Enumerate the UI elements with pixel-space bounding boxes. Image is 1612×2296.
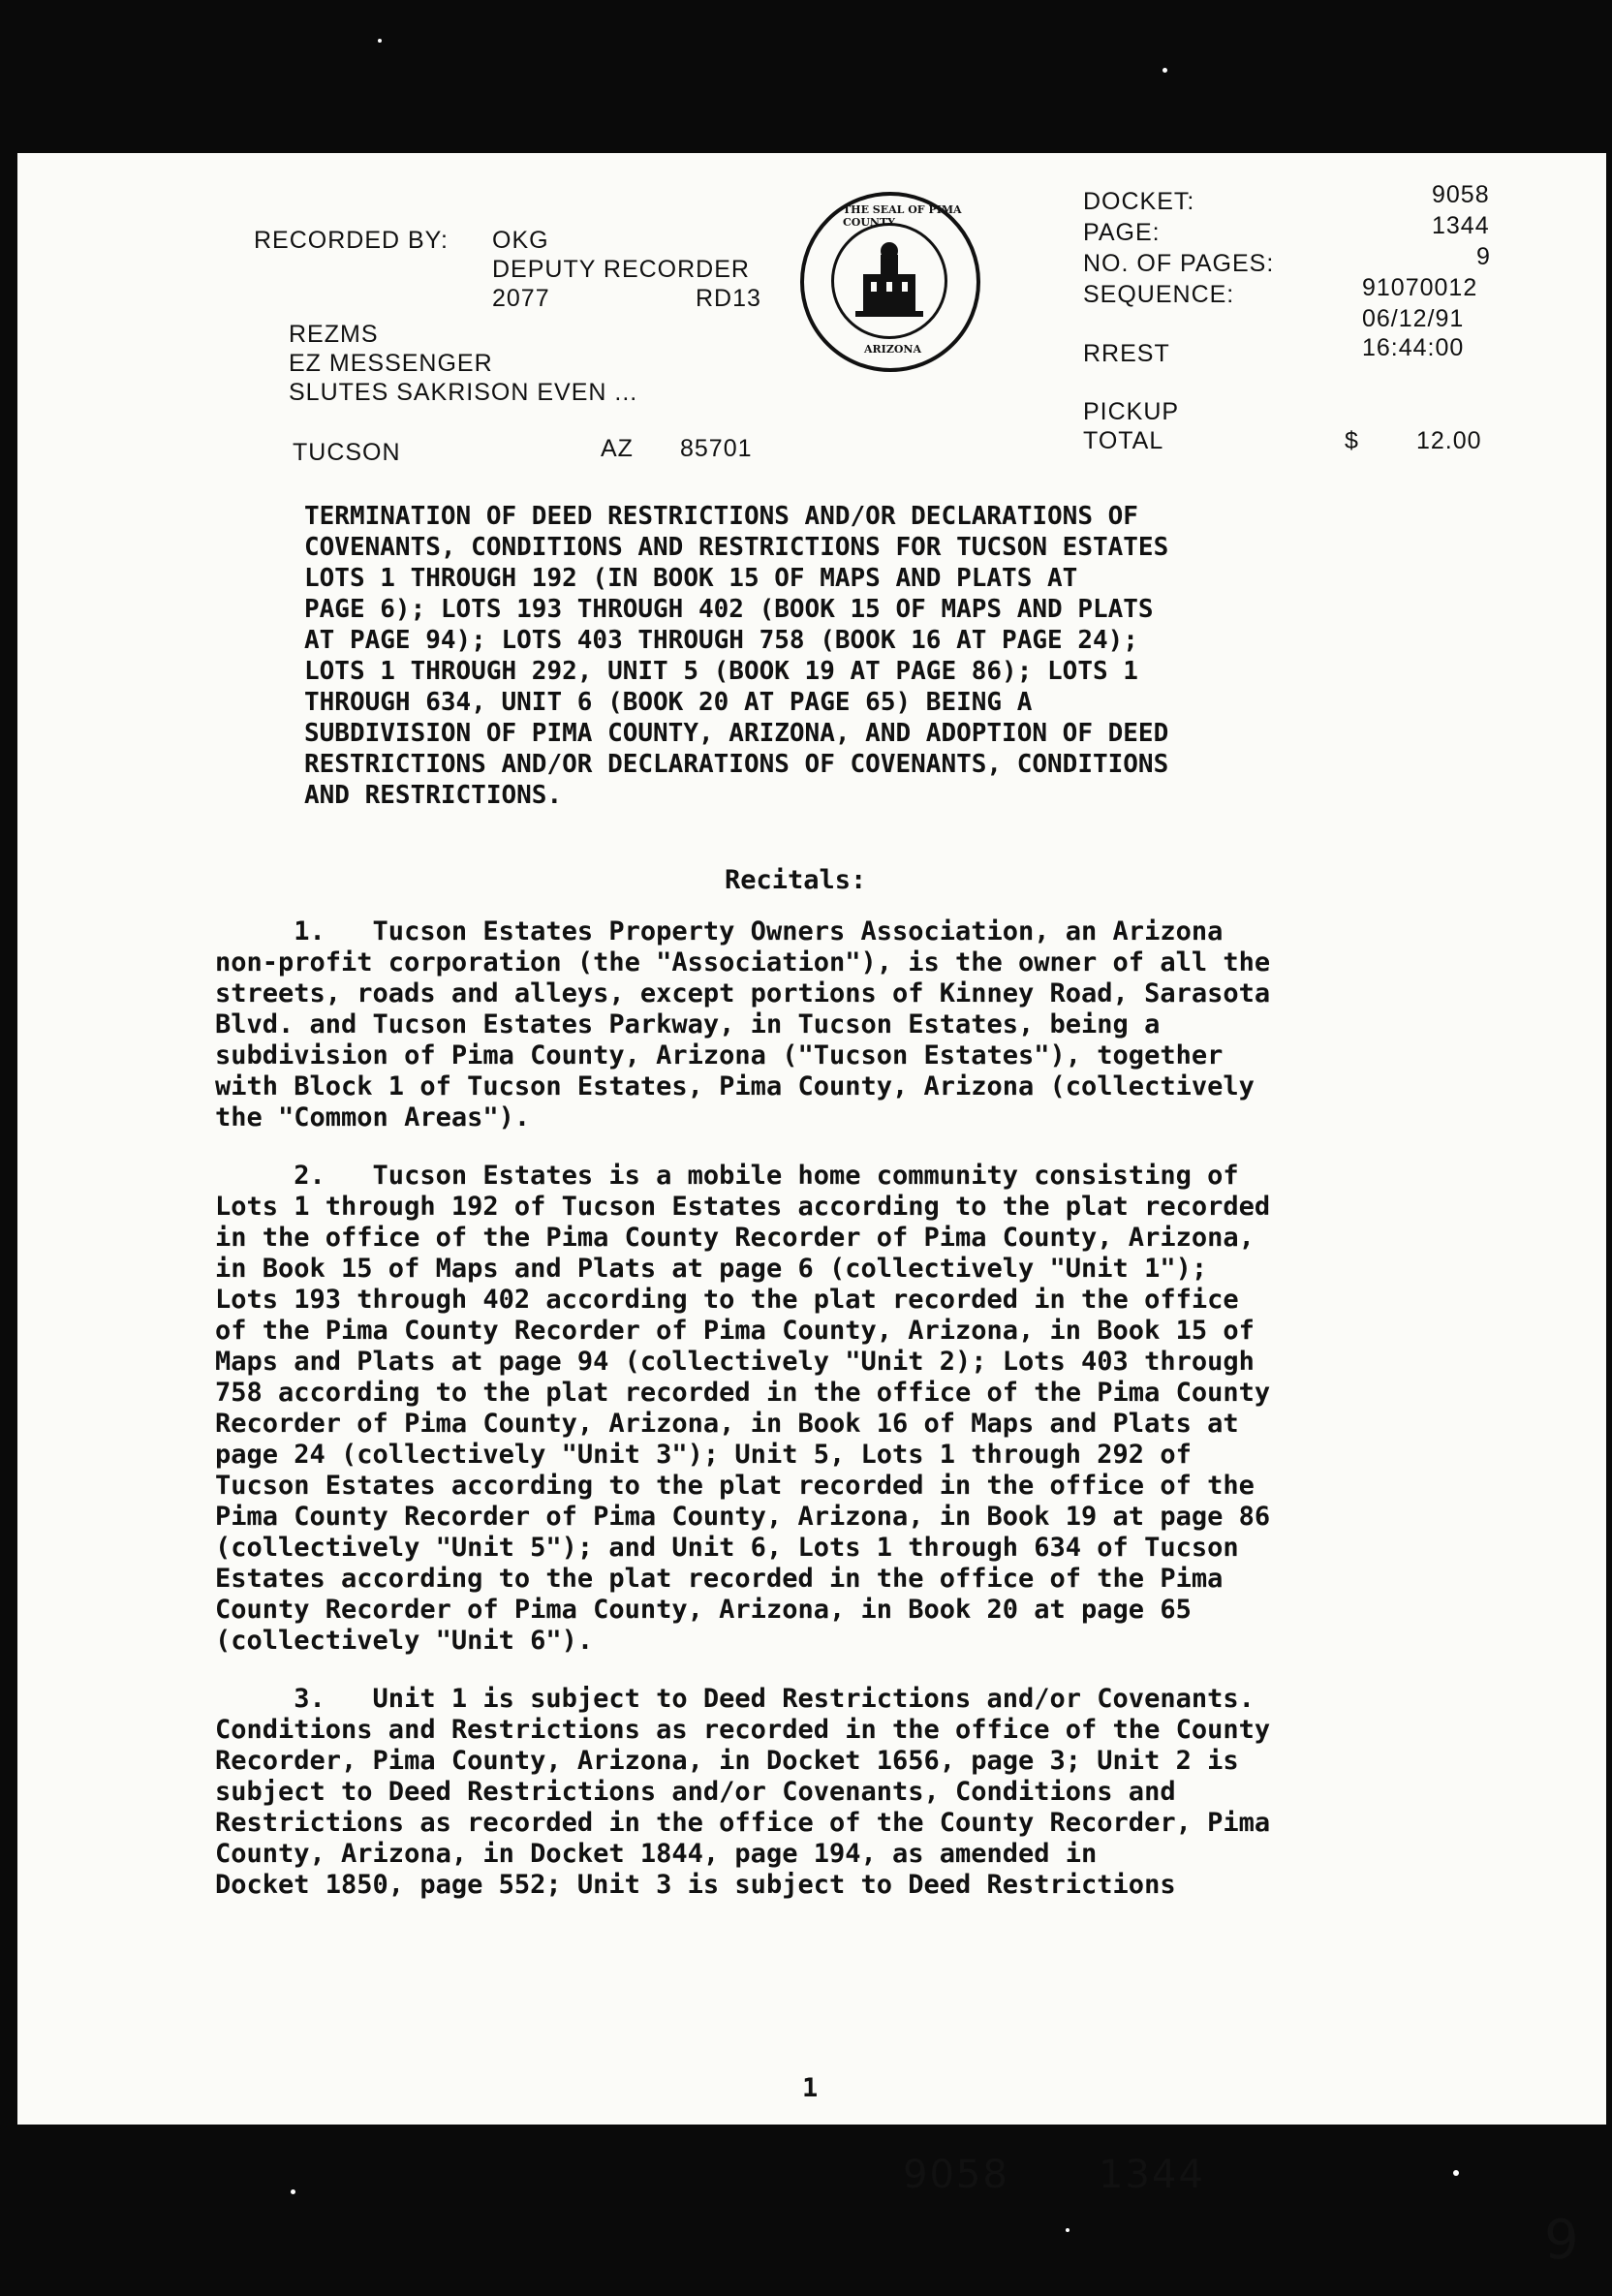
rest-label: RREST [1083, 340, 1170, 367]
sequence-value: 91070012 [1362, 274, 1478, 301]
scan-speck [291, 2189, 295, 2194]
recital-paragraph-2: 2. Tucson Estates is a mobile home community consisting of Lots 1 through 192 of Tucson Estates according to the plat recorded in the office of the Pima County Recorder of Pima County, Arizona, in Book 15 of Maps and Plats at page 6 (collectively "Unit 1"); Lots 193 through 402 according to the plat recorded in the office of the Pima County Recorder of Pima County, Arizona, in Book 15 of Maps and Plats at page 94 (collectively "Unit 2); Lots 403 through 758 according to the plat recorded in the office of the Pima County Recorder of Pima County, Arizona, in Book 16 of Maps and Plats at page 24 (collectively "Unit 3"); Unit 5, Lots 1 through 292 of Tucson Estates according to the plat recorded in the office of the Pima County Recorder of Pima County, Arizona, in Book 19 at page 86 (collectively "Unit 5"); and Unit 6, Lots 1 through 634 of Tucson Estates according to the plat recorded in the office of the Pima County Recorder of Pima County, Arizona, in Book 20 at page 65 (collectively "Unit 6"). [215, 1161, 1271, 1656]
seal-building-icon [834, 226, 945, 336]
county-seal [800, 192, 980, 372]
seal-bottom-text: ARIZONA [864, 343, 922, 356]
recorded-by-value: OKG [492, 227, 549, 254]
total-label: TOTAL [1083, 427, 1164, 454]
page-number: 1 [802, 2073, 819, 2103]
time-value: 16:44:00 [1362, 334, 1465, 361]
scan-speck [1453, 2170, 1459, 2176]
state: AZ [601, 435, 634, 462]
handwritten-page-count: 9 [1544, 2209, 1579, 2272]
recorder-code-1: 2077 [492, 285, 550, 312]
recorder-code-2: RD13 [696, 285, 761, 312]
total-currency: $ [1345, 427, 1359, 454]
seal-top-text: THE SEAL OF PIMA COUNTY [843, 203, 962, 229]
deputy-recorder: DEPUTY RECORDER [492, 256, 750, 283]
document-title: TERMINATION OF DEED RESTRICTIONS AND/OR DECLARATIONS OF COVENANTS, CONDITIONS AND RESTRICTIONS FOR TUCSON ESTATES LOTS 1 THROUGH 192 (IN BOOK 15 OF MAPS AND PLATS AT PAGE 6); LOTS 193 THROUGH 402 (BOOK 15 OF MAPS AND PLATS AT PAGE 94); LOTS 403 THROUGH 758 (BOOK 16 AT PAGE 24); LOTS 1 THROUGH 292, UNIT 5 (BOOK 19 AT PAGE 86); LOTS 1 THROUGH 634, UNIT 6 (BOOK 20 AT PAGE 65) BEING A SUBDIVISION OF PIMA COUNTY, ARIZONA, AND ADOPTION OF DEED RESTRICTIONS AND/OR DECLARATIONS OF COVENANTS, CONDITIONS AND RESTRICTIONS. [304, 502, 1169, 810]
pickup-label: PICKUP [1083, 398, 1180, 425]
stamp-page: 1344 [1099, 2153, 1205, 2197]
rezms: REZMS [289, 321, 379, 348]
recorded-by-label: RECORDED BY: [254, 227, 449, 254]
messenger: EZ MESSENGER [289, 350, 493, 377]
recital-paragraph-1: 1. Tucson Estates Property Owners Association, an Arizona non-profit corporation (the "Association"), is the owner of all the streets, roads and alleys, except portions of Kinney Road, Sarasota Blvd. and Tucson Estates Parkway, in Tucson Estates, being a subdivision of Pima County, Arizona ("Tucson Estates"), together with Block 1 of Tucson Estates, Pima County, Arizona (collectively the "Common Areas"). [215, 916, 1271, 1132]
sequence-label: SEQUENCE: [1083, 281, 1235, 308]
client-name: SLUTES SAKRISON EVEN ... [289, 379, 638, 406]
stamp-docket: 9058 [903, 2153, 1009, 2197]
scan-speck [1066, 2228, 1070, 2232]
city: TUCSON [293, 439, 401, 466]
recitals-heading: Recitals: [725, 865, 867, 895]
zip: 85701 [680, 435, 753, 462]
seal-emblem [831, 223, 947, 339]
date-value: 06/12/91 [1362, 305, 1465, 332]
total-value: 12.00 [1416, 427, 1482, 454]
scan-speck [378, 39, 382, 43]
docket-label: DOCKET: [1083, 188, 1195, 215]
document-page [17, 153, 1606, 2272]
pages-label: NO. OF PAGES: [1083, 250, 1275, 277]
recital-paragraph-3: 3. Unit 1 is subject to Deed Restrictions and/or Covenants. Conditions and Restrictions as recorded in the office of the County Recorder, Pima County, Arizona, in Docket 1656, page 3; Unit 2 is subject to Deed Restrictions and/or Covenants, Conditions and Restrictions as recorded in the office of the County Recorder, Pima County, Arizona, in Docket 1844, page 194, as amended in Docket 1850, page 552; Unit 3 is subject to Deed Restrictions [215, 1684, 1271, 1900]
page-label: PAGE: [1083, 219, 1161, 246]
page-value: 1344 [1432, 212, 1490, 239]
docket-value: 9058 [1432, 181, 1490, 208]
pages-value: 9 [1476, 243, 1491, 270]
scan-speck [1162, 68, 1167, 73]
